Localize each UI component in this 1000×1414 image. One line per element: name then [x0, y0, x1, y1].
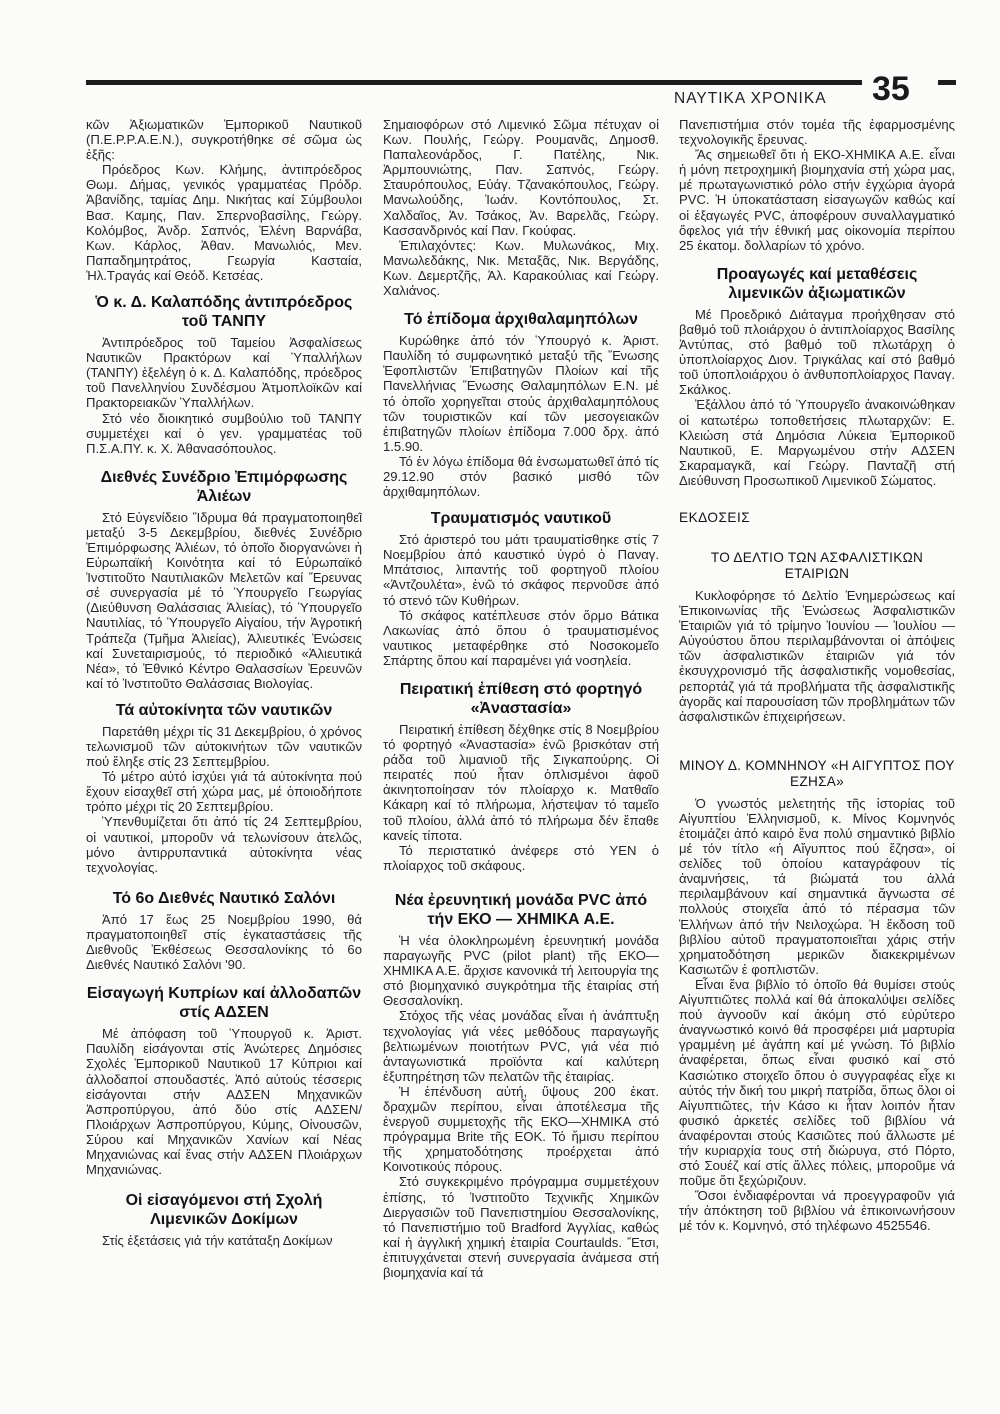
paragraph: Παρετάθη μέχρι τίς 31 Δεκεμβρίου, ὁ χρόνος τελωνισμοῦ τῶν αὐτοκινήτων τῶν ναυτικῶν πού ἔληξε στίς 23 Σεπτεμβρίου.	[86, 723, 362, 770]
article-title: Προαγωγές καί μεταθέσεις λιμενικῶν ἀξιωματικῶν	[716, 265, 918, 302]
paragraph: Τό μέτρο αὐτό ἰσχύει γιά τά αὐτοκίνητα πού ἔχουν εἰσαχθεῖ στή χώρα μας, μέ ὁποιοδήποτε τρόπο μέχρι τίς 20 Σεπτεμβρίου.	[86, 769, 362, 815]
header-rule-end	[938, 80, 956, 85]
paragraph: Στίς ἐξετάσεις γιά τήν κατάταξη Δοκίμων	[102, 1233, 333, 1249]
paragraph: Πειρατική ἐπίθεση δέχθηκε στίς 8 Νοεμβρίου τό φορτηγό «Ἀναστασία» ἐνῶ βρισκόταν στή ράδα τοῦ λιμανιοῦ τῆς Σιγκαπούρης. Οἱ πειρατές πού ἦταν ὁπλισμένοι ἀφοῦ ἀκινητοποίησαν τόν πλοίαρχο κ. Ματθαῖο Κάκαρη καί τό πλήρωμα, λήστεψαν τό ταμεῖο τοῦ πλοίου, ἀλλά ἀπό τό πλήρωμα δέν ἔπαθε κανείς τίποτα.	[383, 722, 659, 843]
paragraph: κῶν Ἀξιωματικῶν Ἐμπορικοῦ Ναυτικοῦ (Π.Ε.Ρ.Ρ.Α.Ε.Ν.), συγκροτήθηκε σέ σῶμα ὡς ἑξῆς:	[86, 117, 362, 163]
paragraph: Μέ Προεδρικό Διάταγμα προήχθησαν στό βαθμό τοῦ πλοιάρχου ὁ ἀντιπλοίαρχος Βασίλης Ἀντύπας, στό βαθμό τοῦ πλωτάρχη ὁ ὑποπλοίαρχος Διον. Τριγκάλας καί στό βαθμό τοῦ ὑποπλοιάρχου ὁ ἀνθυποπλοίαρχος Παναγ. Σκάλκος.	[679, 306, 955, 398]
paragraph: Τό ἐν λόγω ἐπίδομα θά ἐνσωματωθεῖ ἀπό τίς 29.12.90 στόν βασικό μισθό τῶν ἀρχιθαμηπόλων.	[383, 453, 659, 500]
paragraph: Πρόεδρος Κων. Κλήμης, ἀντιπρόεδρος Θωμ. Δήμας, γενικός γραμματέας Πρόδρ. Ἀβανίδης, ταμίας Δημ. Νικήτας καί Σύμβουλοι Βασ. Καμης, Παν. Σπερνοβασίλης, Γεώργ. Κολόμβος, Ἀνδρ. Σαπνός, Ἑλένη Βαρνάβα, Κων. Κάρλος, Ἀθαν. Μανωλιός, Μεν. Παπαδημητράτος, Γεωργία Κασταία, Ἠλ.Τραγάς καί Θεόδ. Κετσέας.	[86, 162, 362, 283]
paragraph: Ὁ γνωστός μελετητής τῆς ἱστορίας τοῦ Αἰγυπτίου Ἑλληνισμοῦ, κ. Μίνος Κομνηνός ἑτοιμάζει ἀπό καιρό ἕνα πολύ σημαντικό βιβλίο μέ τόν τίτλο «ἡ Αἴγυπτος πού ἔζησα», οἱ σελίδες τοῦ ὁποίου καταγράφουν τίς ἀναμνήσεις, τά βιώματά του ἀλλά περιλαμβάνουν καί σημαντικά ἄγνωστα σέ πολλούς στοιχεῖα ἀπό τό πέρασμα τῶν Ἑλλήνων ἀπό τήν Νειλοχώρα. Ἡ ἔκδοση τοῦ βιβλίου αὐτοῦ πραγματοποιεῖται χάρις στήν χρηματοδότηση μερικῶν διακεκριμένων Κασιωτῶν ἐ φοπλιστῶν.	[679, 795, 955, 977]
article-title: Οἱ εἰσαγόμενοι στή Σχολή Λιμενικῶν Δοκίμων	[125, 1192, 323, 1229]
article-title: Τραυματισμός ναυτικοῦ	[430, 510, 612, 528]
paragraph: Εἶναι ἕνα βιβλίο τό ὁποῖο θά θυμίσει στούς Αἰγυπτιῶτες πολλά καί θά ἀποκαλύψει σελίδες πού ἀγνοοῦν καί ἀκόμη στό εὐρύτερο ἀναγνωστικό κοινό θά προσφέρει μιά μαρτυρία γραμμένη μέ ἀγάπη καί μέ γνώση. Τό βιβλίο ἀναφέρεται, ὅπως εἶναι φυσικό καί στό Κασιώτικο στοιχεῖο ὅπου ὁ συγγραφέας εἶχε κι αὐτός τήν δική του μικρή πατρίδα, ὅπως ὅλοι οἱ Αἰγυπτιῶτες, τήν Κάσο κι ἦταν λοιπόν ἦταν φυσικό ἀρκετές σελίδες τοῦ βιβλίου νά ἀναφέρονται στούς Κασιῶτες πού ἄλλωστε μέ τήν κυριαρχία τους στή διώρυγα, στό Πόρτο, στό Σουέζ καί στίς ἄλλες πόλεις, μποροῦμε νά ποῦμε ὅτι ξεχώριζουν.	[679, 976, 955, 1189]
paragraph: Ἄς σημειωθεῖ ὅτι ἡ ΕΚΟ-ΧΗΜΙΚΑ Α.Ε. εἶναι ἡ μόνη πετροχημική βιομηχανία στή χώρα μας, μέ πρωταγωνιστικό ρόλο στήν ἐγχώρια ἀγορά PVC. Ἡ ὑποκατάσταση εἰσαγωγῶν καθώς καί οἱ ἐξαγωγές PVC, ἀποφέρουν συναλλαγματικό ὄφελος γιά τήν ἐθνική μας οἰκονομία περίπου 25 ἑκατομ. δολλαρίων τό χρόνο.	[679, 147, 955, 253]
column-2	[383, 117, 659, 1407]
article-title: Εἰσαγωγή Κυπρίων καί ἀλλοδαπῶν στίς ΑΔΣΕΝ	[86, 985, 362, 1022]
paragraph: Ἀπό 17 ἕως 25 Νοεμβρίου 1990, θά πραγματοποιηθεῖ στίς ἐγκαταστάσεις τῆς Διεθνοῦς Ἐκθέσεως Θεσσαλονίκης τό 6ο Διεθνές Ναυτικό Σαλόνι '90.	[86, 911, 362, 973]
paragraph: Κυρώθηκε ἀπό τόν Ὑπουργό κ. Ἀριστ. Παυλίδη τό συμφωνητικό μεταξύ τῆς Ἕνωσης Ἐφοπλιστῶν Ἐπιβατηγῶν Πλοίων καί τῆς Πανελλήνιας Ἕνωσης Θαλαμηπόλων Ε.Ν. μέ τό ὁποῖο χορηγεῖται στούς ἀρχιθαλαμηπόλους τῶν τουριστικῶν καί τῶν μεσογειακῶν ἐπιβατηγῶν πλοίων ἐπίδομα 7.000 δρχ. ἀπό 1.5.90.	[383, 333, 659, 454]
paragraph: Στό νέο διοικητικό συμβούλιο τοῦ ΤΑΝΠΥ συμμετέχει καί ὁ γεν. γραμματέας τοῦ Π.Σ.Α.ΠΥ. κ. Χ. Ἀθανασόπουλος.	[86, 410, 362, 456]
article-title: Τό 6ο Διεθνές Ναυτικό Σαλόνι	[112, 889, 336, 907]
article-title: Ὁ κ. Δ. Καλαπόδης ἀντιπρόεδρος τοῦ ΤΑΝΠΥ	[95, 294, 353, 331]
article-title: Τά αὐτοκίνητα τῶν ναυτικῶν	[115, 701, 333, 719]
header-rule	[86, 80, 862, 85]
paragraph: Στό ἀριστερό του μάτι τραυματίσθηκε στίς 7 Νοεμβρίου ἀπό καυστικό ὑγρό ὁ Παναγ. Μπάτσιος, λιπαντής τοῦ φορτηγοῦ πλοίου «Ἀντζουλέτα», ἐνῶ τό σκάφος περνοῦσε ἀπό τό στενό τῶν Κυθήρων.	[383, 532, 659, 608]
article-title: Πειρατική ἐπίθεση στό φορτηγό «Ἀναστασία»	[399, 681, 643, 717]
paragraph: Σημαιοφόρων στό Λιμενικό Σῶμα πέτυχαν οἱ Κων. Πουλής, Γεώργ. Ρουμανᾶς, Δημοσθ. Παπαλεονάρδος, Γ. Πατέλης, Νικ. Ἁρμπουνιώτης, Παν. Σαπνός, Γεώργ. Σταυρόπουλος, Εὐάγ. Τζανακόπουλος, Γεώργ. Μανωλούδης, Ἰωάν. Κοντόπουλος, Στ. Χαλδαῖος, Ἀν. Τσάκος, Ἀν. Βαρελᾶς, Γεώργ. Κασσανδρινός καί Παν. Γκούφας.	[383, 117, 659, 238]
article-title: Διεθνές Συνέδριο Ἐπιμόρφωσης Ἁλιέων	[100, 468, 348, 505]
paragraph: Πανεπιστήμια στόν τομέα τῆς ἐφαρμοσμένης τεχνολογικῆς ἔρευνας.	[679, 117, 955, 148]
column-1	[86, 117, 362, 1407]
article-title: ΜΙΝΟΥ Δ. ΚΟΜΝΗΝΟΥ «Η ΑΙΓΥΠΤΟΣ ΠΟΥ ΕΖΗΣΑ»	[679, 757, 955, 789]
article-title: Τό ἐπίδομα ἀρχιθαλαμηπόλων	[404, 311, 638, 329]
paragraph: Στόχος τῆς νέας μονάδας εἶναι ἡ ἀνάπτυξη τεχνολογίας γιά νέες μεθόδους παραγωγῆς βελτιωμένων ποιοτήτων PVC, γιά νέα πιό ἀνταγωνιστικά προϊόντα καί καλύτερη ἐξυπηρέτηση τῶν πελατῶν τῆς ἑταιρίας.	[383, 1008, 659, 1084]
paragraph: Ὑπενθυμίζεται ὅτι ἀπό τίς 24 Σεπτεμβρίου, οἱ ναυτικοί, μποροῦν νά τελωνίσουν ἀτελῶς, μόνο ἀντιρρυπαντικά αὐτοκίνητα νέας τεχνολογίας.	[86, 814, 362, 875]
paragraph: Στό συγκεκριμένο πρόγραμμα συμμετέχουν ἐπίσης, τό Ἰνστιτοῦτο Τεχνικῆς Χημικῶν Διεργασιῶν τοῦ Πανεπιστημίου Θεσσαλονίκης, τό Πανεπιστήμιο τοῦ Bradford Ἀγγλίας, καθώς καί ἡ ἀγγλική χημική ἑταιρία Courtaulds. Ἔτσι, ἐπιτυγχάνεται στενή συνεργασία ἀνάμεσα στή βιομηχανία καί τά	[383, 1174, 659, 1280]
article-title: Νέα ἐρευνητική μονάδα PVC ἀπό τήν ΕΚΟ — ΧΗΜΙΚΑ Α.Ε.	[394, 891, 648, 928]
paragraph: Ἐπιλαχόντες: Κων. Μυλωνάκος, Μιχ. Μανωλεδάκης, Νικ. Μεταξᾶς, Νικ. Βεργάδης, Κων. Δεμερτζῆς, Ἀλ. Καρακούλιας καί Γεώργ. Χαλιάνος.	[383, 237, 659, 299]
paragraph: Ἡ νέα ὁλοκληρωμένη ἐρευνητική μονάδα παραγωγῆς PVC (pilot plant) τῆς ΕΚΟ— ΧΗΜΙΚΑ Α.Ε. ἄρχισε κανονικά τή λειτουργία της στό βιομηχανικό συγκρότημα τῆς ἑταιρίας στή Θεσσαλονίκη.	[383, 932, 659, 1009]
article-title: ΤΟ ΔΕΛΤΙΟ ΤΩΝ ΑΣΦΑΛΙΣΤΙΚΩΝ ΕΤΑΙΡΙΩΝ	[710, 549, 924, 581]
column-3	[679, 117, 955, 1407]
paragraph: Τό περιστατικό ἀνέφερε στό ΥΕΝ ὁ πλοίαρχος τοῦ σκάφους.	[383, 842, 659, 873]
magazine-title: ΝΑΥΤΙΚΑ ΧΡΟΝΙΚΑ	[674, 90, 827, 107]
paragraph: Ὅσοι ἐνδιαφέρονται νά προεγγραφοῦν γιά τήν ἀπόκτηση τοῦ βιβλίου νά ἐπικοινωνήσουν μέ τόν κ. Κομνηνό, στό τηλέφωνο 4525546.	[679, 1188, 955, 1234]
section-label: ΕΚΔΟΣΕΙΣ	[679, 509, 751, 525]
paragraph: Τό σκάφος κατέπλευσε στόν ὅρμο Βάτικα Λακωνίας ἀπό ὅπου ὁ τραυματισμένος ναυτικος μεταφέρθηκε στό Νοσοκομεῖο Σπάρτης ὅπου καί παραμένει γιά νοσηλεία.	[383, 607, 659, 668]
paragraph: Κυκλοφόρησε τό Δελτίο Ἐνημερώσεως καί Ἐπικοινωνίας τῆς Ἑνώσεως Ἀσφαλιστικῶν Ἑταιριῶν γιά τό τρίμηνο Ἰουνίου — Ἰουλίου — Αὐγούστου ὅπου περιλαμβάνονται οἱ ἀπόψεις τῶν ἀσφαλιστικῶν ἑταιριῶν γιά τόν ἐκσυγχρονισμό τῆς ἀσφαλιστικῆς νομοθεσίας, ρεπορτάζ γιά τά προβλήματα τῆς ἀσφαλιστικῆς ἀγορᾶς καί παρουσίαση τῶν προβλημάτων τῶν ἀσφαλιστικῶν ἐπιχειρήσεων.	[679, 587, 955, 724]
paragraph: Στό Εὐγενίδειο Ἵδρυμα θά πραγματοποιηθεῖ μεταξύ 3-5 Δεκεμβρίου, διεθνές Συνέδριο Ἐπιμόρφωσης Ἁλιέων, τό ὁποῖο διοργανώνει ἡ Εὐρωπαϊκή Κοινότητα καί τό Εὐρωπαϊκό Ἰνστιτοῦτο Ναυτιλιακῶν Μελετῶν καί Ἔρευνας σέ συνεργασία μέ τό Ὑπουργεῖο Γεωργίας (Διεύθυνση Θαλάσσιας Ἁλιείας), τό Ὑπουργεῖο Ναυτιλίας, τό Ὑπουργεῖο Αἰγαίου, τήν Ἀγροτική Τράπεζα (Τμῆμα Ἁλιείας), Ἁλιευτικές Ἑνώσεις καί Συνεταιρισμούς, τό περιοδικό «Ἁλιευτικά Νέα», τό Ἐθνικό Κέντρο Θαλασσίων Ἐρευνῶν καί τό Ἰνστιτοῦτο Θαλάσσιας Βιολογίας.	[86, 509, 362, 691]
paragraph: Ἡ ἐπένδυση αὐτή, ὕψους 200 ἑκατ. δραχμῶν περίπου, εἶναι ἀποτέλεσμα τῆς ἐνεργοῦ συμμετοχῆς τῆς ΕΚΟ—ΧΗΜΙΚΑ στό πρόγραμμα Brite τῆς ΕΟΚ. Τό ἥμισυ περίπου τῆς χρηματοδότησης προέρχεται ἀπό Κοινοτικούς πόρους.	[383, 1083, 659, 1175]
paragraph: Ἐξάλλου ἀπό τό Ὑπουργεῖο ἀνακοινώθηκαν οἱ κατωτέρω τοποθετήσεις πλωταρχῶν: Ε. Κλειώση στά Δημόσια Λύκεια Ἐμπορικοῦ Ναυτικοῦ, Ε. Μαργωμένου στήν ΑΔΣΕΝ Σκαραμαγκᾶ, καί Γεώργ. Πανταζῆ στή Διεύθυνση Προσωπικοῦ Λιμενικοῦ Σώματος.	[679, 397, 955, 488]
paragraph: Μέ ἀπόφαση τοῦ Ὑπουργοῦ κ. Ἀριστ. Παυλίδη εἰσάγονται στίς Ἀνώτερες Δημόσιες Σχολές Ἐμπορικοῦ Ναυτικοῦ 17 Κύπριοι καί ἀλλοδαποί σπουδαστές. Ἀπό αὐτούς τέσσερις εἰσάγονται στήν ΑΔΣΕΝ Μηχανικῶν Ἀσπροπύργου, ἀπό δύο στίς ΑΔΣΕΝ/ Πλοιάρχων Ἀσπροπύργου, Κύμης, Οἰνουσῶν, Σύρου καί Μηχανικῶν Χανίων καί Νέας Μηχανιώνας καί ἕνας στήν ΑΔΣΕΝ Πλοιάρχων Μηχανιώνας.	[86, 1026, 362, 1178]
page-number: 35	[872, 70, 910, 108]
paragraph: Ἀντιπρόεδρος τοῦ Ταμείου Ἀσφαλίσεως Ναυτικῶν Πρακτόρων καί Ὑπαλλήλων (ΤΑΝΠΥ) ἐξελέγη ὁ κ. Δ. Καλαπόδης, πρόεδρος τοῦ Πανελληνίου Συνδέσμου Ἀτμοπλοϊκῶν καί Πρακτορειακῶν Ὑπαλλήλων.	[86, 335, 362, 411]
